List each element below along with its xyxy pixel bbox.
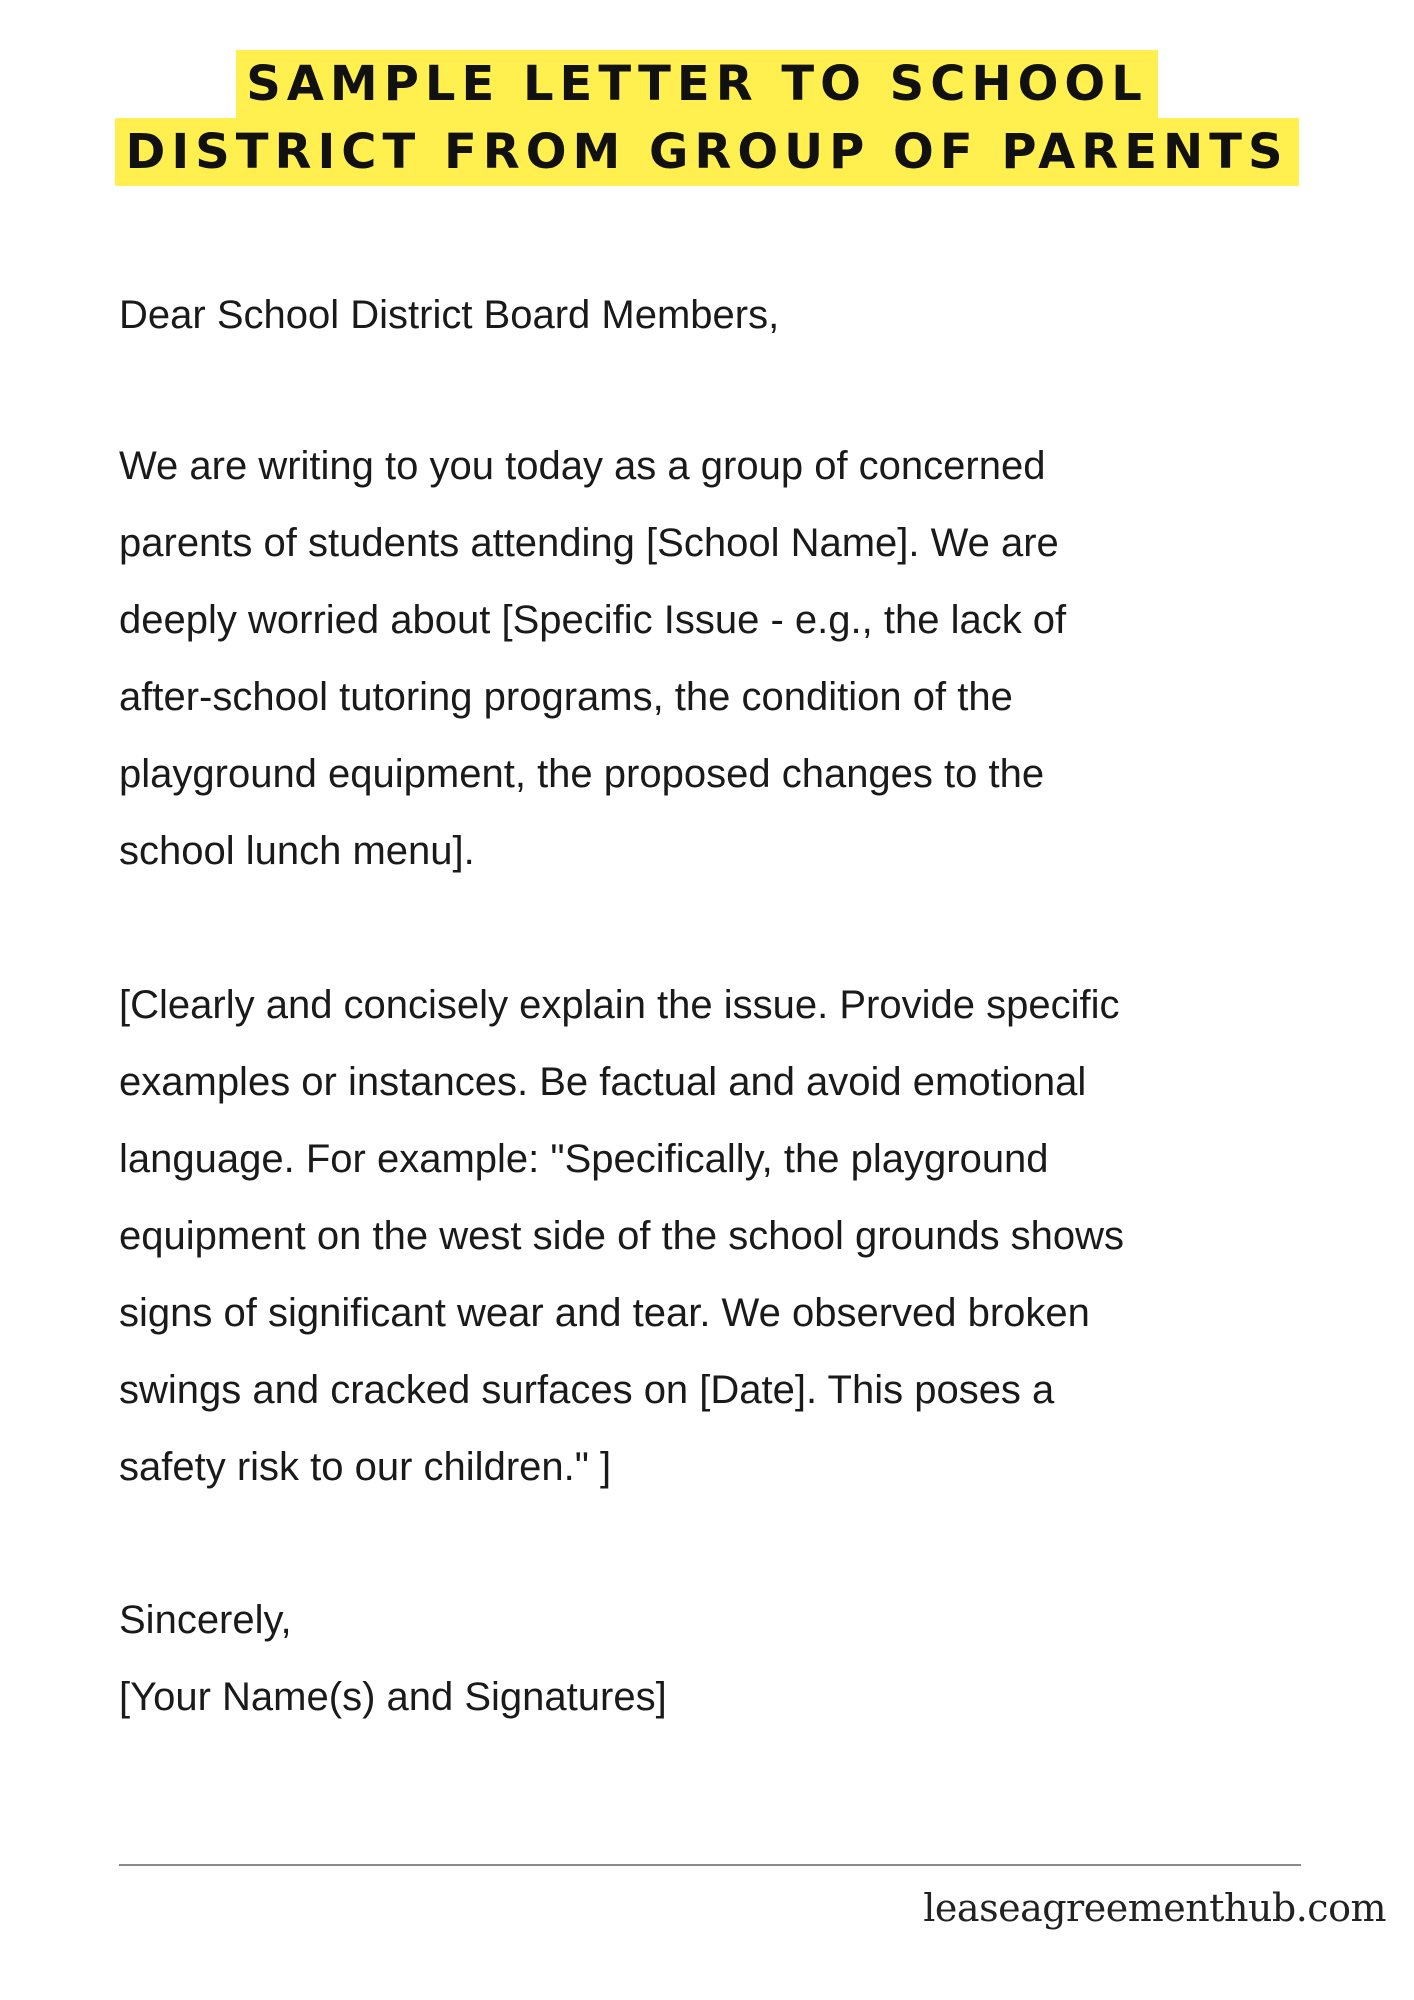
page-title	[0, 50, 1414, 186]
paragraph-line: swings and cracked surfaces on [Date]. This poses a	[119, 1368, 1055, 1412]
paragraph-line: safety risk to our children." ]	[119, 1445, 612, 1489]
paragraph-line: [Clearly and concisely explain the issue. Provide specific	[119, 983, 1120, 1027]
salutation	[119, 277, 1349, 354]
title-line-2: DISTRICT FROM GROUP OF PARENTS	[115, 118, 1298, 186]
footer-divider	[119, 1864, 1301, 1866]
salutation-text: Dear School District Board Members,	[119, 293, 780, 337]
paragraph-line: parents of students attending [School Name]. We are	[119, 521, 1059, 565]
paragraph-line: after-school tutoring programs, the condition of the	[119, 675, 1013, 719]
paragraph-2	[119, 967, 1349, 1506]
closing-text: Sincerely,	[119, 1598, 292, 1642]
paragraph-1	[119, 428, 1349, 890]
paragraph-line: equipment on the west side of the school grounds shows	[119, 1214, 1125, 1258]
paragraph-line: examples or instances. Be factual and avoid emotional	[119, 1060, 1087, 1104]
closing-block	[119, 1582, 1349, 1736]
paragraph-line: We are writing to you today as a group of concerned	[119, 444, 1046, 488]
paragraph-line: language. For example: "Specifically, the playground	[119, 1137, 1049, 1181]
paragraph-line: signs of significant wear and tear. We observed broken	[119, 1291, 1090, 1335]
footer-website: leaseagreementhub.com	[923, 1886, 1386, 1930]
paragraph-line: school lunch menu].	[119, 829, 475, 873]
title-line-1: SAMPLE LETTER TO SCHOOL	[236, 50, 1158, 118]
signature-placeholder: [Your Name(s) and Signatures]	[119, 1675, 667, 1719]
paragraph-line: playground equipment, the proposed changes to the	[119, 752, 1045, 796]
paragraph-line: deeply worried about [Specific Issue - e.g., the lack of	[119, 598, 1067, 642]
